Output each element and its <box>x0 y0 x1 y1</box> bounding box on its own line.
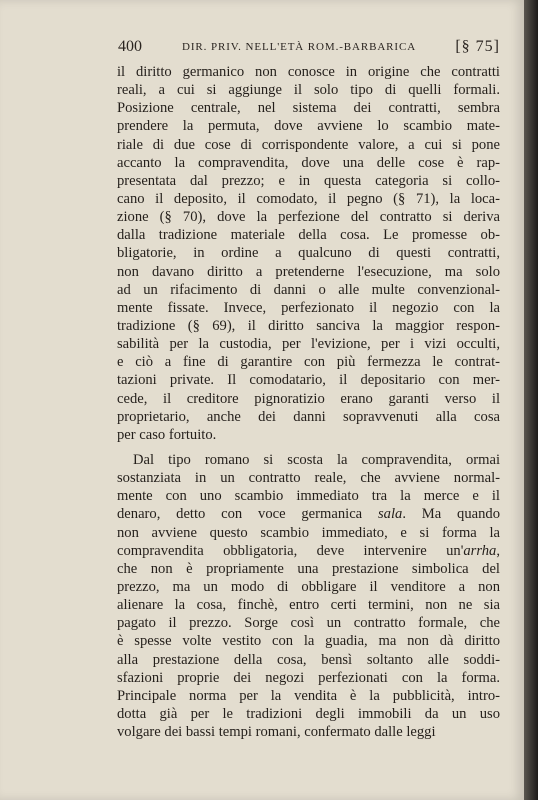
text-line: proprietario, anche dei danni sopravvenuti alla cosa <box>117 408 500 425</box>
text-line: cano il deposito, il comodato, il pegno (§ 71), la loca- <box>117 190 500 207</box>
text-line: non davano diritto a pretenderne l'esecuzione, ma solo <box>117 263 500 280</box>
text-line: è spesse volte vestito con la guadia, ma non dà diritto <box>117 633 500 650</box>
text-line: sabilità per la custodia, per l'evizione, per i vizi occulti, <box>117 336 500 353</box>
text-line: denaro, detto con voce germanica sala. Ma quando <box>117 506 500 523</box>
text-line: compravendita obbligatoria, deve intervenire un'arrha, <box>117 542 500 559</box>
text-line: bligatorie, in ordine a qualcuno di questi contratti, <box>117 245 500 262</box>
text-line: prendere la permuta, dove avviene lo scambio mate- <box>117 118 500 135</box>
text-line: per caso fortuito. <box>117 426 217 443</box>
body-text <box>117 63 500 741</box>
text-line: il diritto germanico non conosce in origine che contratti <box>117 64 500 80</box>
text-line: alienare la cosa, finchè, entro certi termini, non ne sia <box>117 597 500 614</box>
text-line: Dal tipo romano si scosta la compravendita, ormai <box>133 451 500 468</box>
text-line: Principale norma per la vendita è la pubblicità, intro- <box>117 687 500 704</box>
text-line: alla prestazione della cosa, bensì soltanto alle soddi- <box>117 651 500 668</box>
text-line: zione (§ 70), dove la perfezione del contratto si deriva <box>117 209 500 226</box>
page-header <box>118 38 500 60</box>
page-edge-shadow <box>524 0 538 800</box>
text-line: pagato il prezzo. Sorge così un contratto formale, che <box>117 615 500 632</box>
text-line: Posizione centrale, nel sistema dei contratti, sembra <box>117 100 500 117</box>
text-line: sostanziata in un contratto reale, che avviene normal- <box>117 470 500 487</box>
page-number: 400 <box>118 38 142 55</box>
text-line: dotta già per le tradizioni degli immobili da un uso <box>117 705 500 722</box>
text-line: ad un rifacimento di danni o alle multe convenzional- <box>117 281 500 298</box>
text-line: dalla tradizione materiale della cosa. Le promesse ob- <box>117 227 500 244</box>
section-reference: [§ 75] <box>455 38 500 55</box>
paragraph <box>117 451 500 741</box>
text-line: volgare dei bassi tempi romani, confermato dalle leggi <box>117 724 436 741</box>
text-line: tradizione (§ 69), il diritto sanciva la maggior respon- <box>117 317 500 334</box>
text-line: reali, a cui si aggiunge il solo tipo di quelli formali. <box>117 82 500 99</box>
text-line: cede, il creditore pignoratizio erano garanti verso il <box>117 390 500 407</box>
text-line: accanto la compravendita, dove una delle cose è rap- <box>117 154 500 171</box>
text-line: e ciò a fine di garantire con più fermezza le contrat- <box>117 354 500 371</box>
text-line: che non è propriamente una prestazione simbolica del <box>117 560 500 577</box>
paragraph <box>117 63 500 444</box>
text-line: riale di due cose di corrispondente valore, a cui si pone <box>117 136 500 153</box>
text-line: tazioni private. Il comodatario, il depositario con mer- <box>117 372 500 389</box>
running-title: DIR. PRIV. NELL'ETÀ ROM.-BARBARICA <box>182 41 417 53</box>
text-line: mente fissate. Invece, perfezionato il negozio con la <box>117 299 500 316</box>
text-line: mente con uno scambio immediato tra la merce e il <box>117 488 500 505</box>
text-line: presentata dal prezzo; e in questa categoria si collo- <box>117 172 500 189</box>
text-line: prezzo, ma un modo di obbligare il venditore a non <box>117 578 500 595</box>
text-line: sfazioni proprie dei negozi perfezionati con la forma. <box>117 669 500 686</box>
text-line: non avviene questo scambio immediato, e si forma la <box>117 524 500 541</box>
